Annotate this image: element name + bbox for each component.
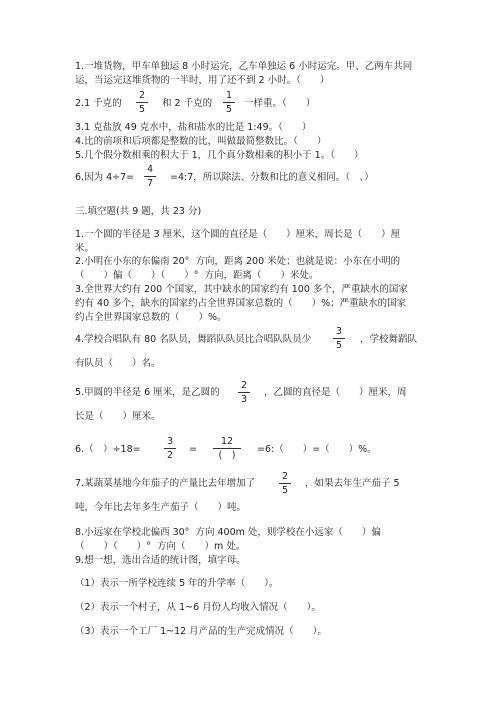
fraction-bar	[136, 102, 148, 103]
judge-q4: 4.比的前项和后项都是整数的比，叫做最简整数比。（ ）	[75, 136, 327, 147]
fraction-bar	[213, 448, 241, 449]
judge-q6-part1: 6.因为 4÷7=	[75, 172, 135, 183]
judge-q6-fraction	[143, 164, 157, 189]
fill-q5-part2: ，乙圆的直径是（ ）厘米，周	[264, 387, 407, 398]
fraction-numerator: 4	[146, 164, 154, 175]
fill-q7-part2: ，如果去年生产茄子 5	[305, 478, 400, 489]
fraction-numerator: 2	[138, 90, 146, 101]
judge-q1-line2: 运，当运完这堆货物的一半时，用了还不到 2 小时。（ ）	[75, 75, 330, 86]
fill-q7-part1: 7.某蔬菜基地今年茄子的产量比去年增加了	[75, 478, 256, 489]
fill-q5-line2: 长是（ ）厘米。	[75, 411, 161, 422]
fill-q2-line2: （ ）偏（ ）（ ）° 方向，距离（ ）米处。	[75, 270, 319, 281]
fill-q6-part2: =6:（ ）=（ ）%。	[257, 444, 377, 455]
judge-q2-part2: 和 2 千克的	[162, 98, 213, 109]
judge-q2-fraction1	[135, 90, 149, 115]
fill-q6-part1: 6.（ ）÷18=	[75, 444, 141, 455]
fraction-denominator: 5	[225, 104, 233, 115]
fraction-numerator: 1	[225, 90, 233, 101]
fill-q7-line2: 吨，今年比去年多生产茄子（ ）吨。	[75, 502, 247, 513]
judge-q2-part3: 一样重。（ ）	[244, 98, 316, 109]
fraction-numerator: 3	[166, 436, 174, 447]
fill-q8-line2: （ ）（ ）° 方向（ ）m 处。	[75, 541, 246, 552]
fill-q7-fraction	[278, 471, 292, 496]
fraction-bar	[223, 102, 235, 103]
fill-q5-part1: 5.甲圆的半径是 6 厘米，是乙圆的	[75, 387, 220, 398]
fill-q4-line2: 有队员（ ）名。	[75, 358, 161, 369]
fraction-numerator: 2	[240, 380, 248, 391]
fraction-denominator: 5	[281, 485, 289, 496]
fraction-bar	[238, 392, 250, 393]
fraction-denominator: ( )	[218, 450, 236, 461]
fill-q9-item1: （1）表示一所学校连续 5 年的升学率（ ）。	[75, 578, 279, 589]
fill-q2-line1: 2.小明在小东的东偏南 20° 方向，距离 200 米处；也就是说：小东在小明的	[75, 256, 401, 267]
fraction-numerator: 3	[335, 326, 343, 337]
fraction-bar	[144, 176, 156, 177]
fill-q8-line1: 8.小远家在学校北偏西 30° 方向 400m 处，则学校在小远家（ ）偏	[75, 527, 381, 538]
fraction-denominator: 5	[335, 340, 343, 351]
fill-q9: 9.想一想，选出合适的统计图，填字母。	[75, 555, 246, 566]
fill-q6-fraction1	[163, 436, 177, 461]
fill-q1-line2: 米。	[75, 243, 95, 254]
judge-q5: 5.几个假分数相乘的积大于 1，几个真分数相乘的积小于 1。（ ）	[75, 150, 364, 161]
fill-q4-part2: ，学校舞蹈队	[360, 334, 418, 345]
fraction-numerator: 2	[281, 471, 289, 482]
fraction-denominator: 7	[146, 178, 154, 189]
fill-q5-fraction	[237, 380, 251, 405]
judge-q6-part2: =4:7，所以除法、分数和比的意义相同。（ 、）	[170, 172, 374, 183]
fraction-denominator: 2	[166, 450, 174, 461]
judge-q2-part1: 2.1 千克的	[75, 98, 122, 109]
fill-q6-equals: =	[189, 444, 197, 455]
fill-q1-line1: 1.一个圆的半径是 3 厘米，这个圆的直径是（ ）厘米，周长是（ ）厘	[75, 229, 401, 240]
judge-q2-fraction2	[222, 90, 236, 115]
fill-q3-line1: 3.全世界大约有 200 个国家，其中缺水的国家约有 100 多个，严重缺水的国家	[75, 284, 408, 295]
fraction-denominator: 3	[240, 394, 248, 405]
fill-q6-fraction2	[212, 436, 242, 461]
fill-q9-item3: （3）表示一个工厂 1~12 月产品的生产完成情况（ ）。	[75, 626, 327, 637]
judge-q1-line1: 1.一堆货物，甲车单独运 8 小时运完，乙车单独运 6 小时运完。甲、乙两车共同	[75, 61, 413, 72]
fraction-numerator: 12	[220, 436, 234, 447]
fraction-bar	[164, 448, 176, 449]
fraction-bar	[333, 338, 345, 339]
fraction-denominator: 5	[138, 104, 146, 115]
section-title: 三.填空题(共 9 题，共 23 分)	[75, 206, 202, 217]
fill-q3-line2: 约有 40 多个，缺水的国家约占全世界国家总数的（ ）%；严重缺水的国家	[75, 298, 407, 309]
fraction-bar	[279, 483, 291, 484]
fill-q4-fraction	[332, 326, 346, 351]
fill-q3-line3: 约占全世界国家总数的（ ）%。	[75, 312, 227, 323]
judge-q3: 3.1 克盐放 49 克水中，盐和盐水的比是 1:49。（ ）	[75, 122, 312, 133]
fill-q4-part1: 4.学校合唱队有 80 名队员，舞蹈队队员比合唱队队员少	[75, 334, 312, 345]
fill-q9-item2: （2）表示一个村子，从 1~6 月份人均收入情况（ ）。	[75, 602, 321, 613]
